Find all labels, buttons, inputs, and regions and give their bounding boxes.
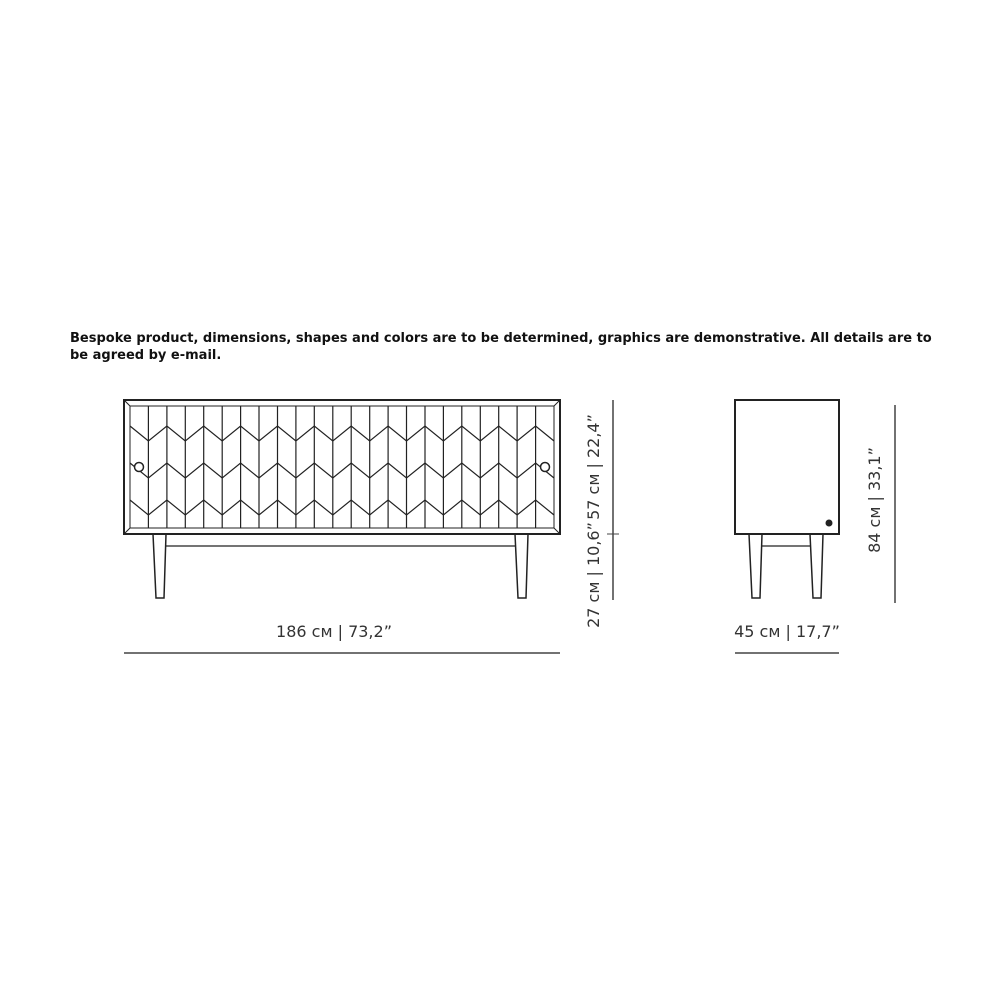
side-left-leg [749, 534, 762, 598]
total-height-label: 84 см | 33,1” [865, 447, 884, 553]
cabinet-side-body [735, 400, 839, 534]
body-height-label: 57 см | 22,4” [584, 414, 603, 520]
chevron-row [130, 426, 554, 441]
width-label: 186 см | 73,2” [276, 622, 392, 641]
chevron-row [130, 500, 554, 515]
sideboard-inner-frame [130, 406, 554, 528]
depth-dimension [734, 622, 840, 653]
width-dimension [124, 622, 560, 653]
side-view [735, 400, 839, 598]
chevron-row [130, 463, 554, 478]
depth-label: 45 см | 17,7” [734, 622, 840, 641]
side-right-leg [810, 534, 823, 598]
right-door-knob [541, 463, 550, 472]
front-left-leg [153, 534, 166, 598]
leg-height-label: 27 см | 10,6” [584, 522, 603, 628]
side-knob [826, 520, 833, 527]
height-dimension-front [584, 400, 619, 628]
disclaimer-text: Bespoke product, dimensions, shapes and colors are to be determined, graphics are demonstrative. All details are to be agreed by e-mail. [70, 331, 932, 363]
left-door-knob [135, 463, 144, 472]
front-right-leg [515, 534, 528, 598]
front-view [124, 400, 560, 598]
chevron-pattern [130, 406, 554, 528]
total-height-dimension [865, 405, 895, 603]
